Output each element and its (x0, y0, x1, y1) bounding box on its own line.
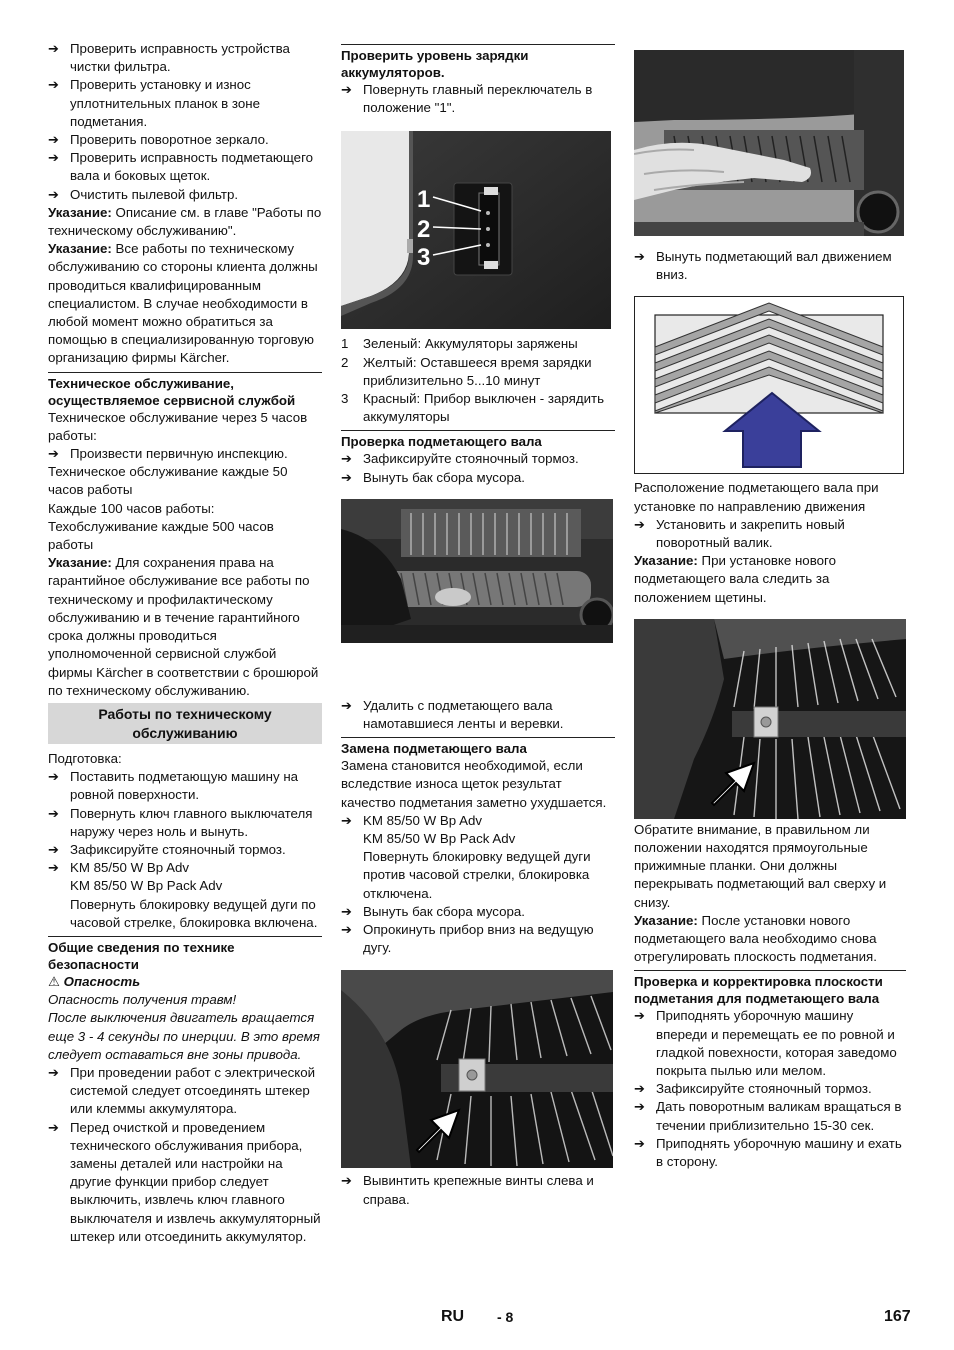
battery-heading: Проверить уровень зарядки аккумуляторов. (341, 44, 615, 81)
note-paragraph: Указание: Описание см. в главе "Работы по техническому обслуживанию". (48, 204, 322, 239)
list-item: ➔ Очистить пылевой фильтр. (48, 186, 322, 204)
figure-label: 2 (417, 216, 431, 244)
pull-roller-photo (634, 50, 904, 236)
paragraph: Обратите внимание, в правильном ли положении находятся прямоугольные прижимные планки. Они должны перекрывать подметающий вал сверху и снизу. (634, 821, 887, 910)
arrow-right-icon: ➔ (341, 812, 352, 828)
arrow-right-icon: ➔ (48, 77, 59, 93)
list-item: ➔ Поставить подметающую машину на ровной поверхности. (48, 769, 299, 803)
list-item: ➔ Приподнять уборочную машину и ехать в сторону. (634, 1135, 902, 1170)
list-item: ➔ Проверить исправность устройства чистки фильтра. (48, 41, 290, 75)
list-item: ➔ Приподнять уборочную машину впереди и перемещать ее по ровной и гладкой повехности, которая заведомо покрыта пылью или мелом. (634, 1008, 897, 1079)
list-item: ➔ Произвести первичную инспекцию. (48, 445, 322, 463)
arrow-right-icon: ➔ (48, 186, 59, 202)
arrow-right-icon: ➔ (48, 446, 59, 462)
list-item: ➔ Повернуть главный переключатель в положение "1". (341, 82, 593, 116)
paragraph: Каждые 100 часов работы: (48, 500, 215, 516)
note-paragraph: Указание: Для сохранения права на гарантийное обслуживание все работы по техническому и профилактическому обслуживанию и в течение гарантийного срока должны проводиться уполномоченной сервисной службой фирмы Kärcher в соответствии с брошюрой по техническому обслуживанию. (48, 555, 319, 698)
arrow-right-icon: ➔ (341, 82, 352, 97)
arrow-right-icon: ➔ (634, 1099, 645, 1115)
list-item: ➔ Проверить поворотное зеркало. (48, 131, 322, 149)
arrow-right-icon: ➔ (634, 1081, 645, 1097)
list-item: ➔ Установить и закрепить новый поворотный валик. (634, 516, 845, 551)
list-item: ➔ KM 85/50 W Bp Adv (48, 859, 322, 877)
list-item: ➔ KM 85/50 W Bp Adv (341, 812, 615, 830)
arrow-right-icon: ➔ (48, 841, 59, 857)
note-paragraph: Указание: При установке нового подметающего вала следить за положением щетины. (634, 553, 836, 605)
warning-triangle-icon: ⚠ (48, 973, 60, 989)
legend-item: 3 Красный: Прибор выключен - зарядить аккумуляторы (341, 391, 605, 425)
arrow-right-icon: ➔ (341, 922, 352, 938)
arrow-right-icon: ➔ (48, 41, 59, 56)
arrow-right-icon: ➔ (48, 1119, 59, 1135)
list-item: ➔ Проверить установку и износ уплотнительных планок в зоне подметания. (48, 77, 260, 129)
paragraph: Техническое обслуживание каждые 50 часов работы (48, 464, 288, 498)
danger-text: После выключения двигатель вращается еще 3 - 4 секунды по инерции. В это время следует оставаться вне зоны привода. (48, 1010, 320, 1062)
list-item: ➔ Проверить исправность подметающего вала и боковых щеток. (48, 150, 314, 184)
column-2 (341, 40, 615, 1209)
replace-heading: Замена подметающего вала (341, 737, 615, 757)
arrow-right-icon: ➔ (48, 769, 59, 785)
column-1 (48, 40, 322, 1246)
list-item: ➔ Перед очисткой и проведением технического обслуживания прибора, замены деталей или настройки на другие функции прибор следует выключить, извлечь ключ главного выключателя и извлечь аккумуляторный штекер или отсоединить аккумулятор. (48, 1119, 321, 1244)
footer-section: - 8 (497, 1309, 514, 1325)
list-item: ➔ Зафиксируйте стояночный тормоз. (634, 1080, 906, 1098)
arrow-right-icon: ➔ (48, 805, 59, 821)
arrow-right-icon: ➔ (341, 469, 352, 485)
figure-label: 3 (417, 244, 431, 272)
list-item: ➔ Вынуть бак сбора мусора. (341, 469, 615, 487)
model-name: KM 85/50 W Bp Pack Adv (363, 831, 516, 847)
paragraph: Повернуть блокировку ведущей дуги против часовой стрелки, блокировка отключена. (363, 849, 591, 901)
service-heading: Техническое обслуживание, осуществляемое сервисной службой (48, 372, 322, 409)
section-title: Работы по техническому обслуживанию (48, 703, 322, 744)
note-paragraph: Указание: После установки нового подметающего вала необходимо снова отрегулировать плоскость подметания. (634, 912, 877, 965)
arrow-right-icon: ➔ (341, 451, 352, 467)
arrow-right-icon: ➔ (634, 249, 645, 264)
arrow-right-icon: ➔ (48, 132, 59, 148)
battery-indicator-photo (341, 131, 611, 329)
list-item: ➔ Зафиксируйте стояночный тормоз. (48, 841, 322, 859)
arrow-right-icon: ➔ (341, 1173, 352, 1189)
list-item: ➔ Вынуть подметающий вал движением вниз. (634, 249, 892, 283)
list-item: ➔ Опрокинуть прибор вниз на ведущую дугу. (341, 922, 594, 956)
list-item: ➔ Удалить с подметающего вала намотавшиеся ленты и веревки. (341, 697, 564, 732)
arrow-right-icon: ➔ (634, 516, 645, 532)
paragraph: Техобслуживание каждые 500 часов работы (48, 518, 274, 553)
list-item: ➔ Вынуть бак сбора мусора. (341, 903, 615, 921)
list-item: ➔ При проведении работ с электрической системой следует отсоединять штекер или клеммы аккумулятора. (48, 1064, 316, 1117)
list-item: ➔ Зафиксируйте стояночный тормоз. (341, 450, 615, 468)
danger-row: ⚠ Опасность (48, 973, 141, 989)
paragraph: Техническое обслуживание через 5 часов работы: (48, 409, 308, 443)
column-3 (634, 40, 906, 1171)
note-paragraph: Указание: Все работы по техническому обслуживанию со стороны клиента должны проводиться квалифицированным специалистом. В случае необходимости в любой момент можно обратиться за помощью в специализированную торговую организацию фирмы Kärcher. (48, 241, 318, 366)
pressure-plate-photo (634, 619, 906, 819)
check-heading: Проверка подметающего вала (341, 430, 615, 450)
model-name: KM 85/50 W Bp Pack Adv (70, 878, 223, 894)
arrow-right-icon: ➔ (48, 1064, 59, 1080)
safety-heading: Общие сведения по технике безопасности (48, 936, 322, 973)
legend-item: 2 Желтый: Оставшееся время зарядки приблизительно 5...10 минут (341, 354, 592, 388)
arrow-right-icon: ➔ (341, 697, 352, 713)
list-item: ➔ Повернуть ключ главного выключателя наружу через ноль и вынуть. (48, 805, 313, 839)
arrow-right-icon: ➔ (634, 1008, 645, 1024)
prep-label: Подготовка: (48, 750, 122, 766)
paragraph: Замена становится необходимой, если вследствие износа щеток результат качество подметания заметно ухудшается. (341, 758, 607, 810)
arrow-right-icon: ➔ (48, 150, 59, 166)
page-number: 167 (884, 1308, 911, 1325)
figure-label: 1 (417, 186, 431, 214)
danger-text: Опасность получения травм! (48, 992, 237, 1008)
diagram-caption: Расположение подметающего вала при установке по направлению движения (634, 480, 879, 514)
legend-item: 1 Зеленый: Аккумуляторы заряжены (341, 336, 578, 352)
paragraph: Повернуть блокировку ведущей дуги по часовой стрелке, блокировка включена. (70, 896, 318, 930)
arrow-right-icon: ➔ (634, 1135, 645, 1151)
roller-orientation-diagram (634, 296, 904, 474)
list-item: ➔ Вывинтить крепежные винты слева и справа. (341, 1173, 594, 1207)
mounting-screw-photo (341, 970, 613, 1168)
arrow-right-icon: ➔ (48, 860, 59, 876)
brush-roller-photo (341, 499, 613, 643)
adjust-heading: Проверка и корректировка плоскости подметания для подметающего вала (634, 970, 906, 1007)
footer-language: RU (441, 1308, 465, 1325)
arrow-right-icon: ➔ (341, 903, 352, 919)
list-item: ➔ Дать поворотным валикам вращаться в течении приблизительно 15-30 сек. (634, 1099, 902, 1133)
